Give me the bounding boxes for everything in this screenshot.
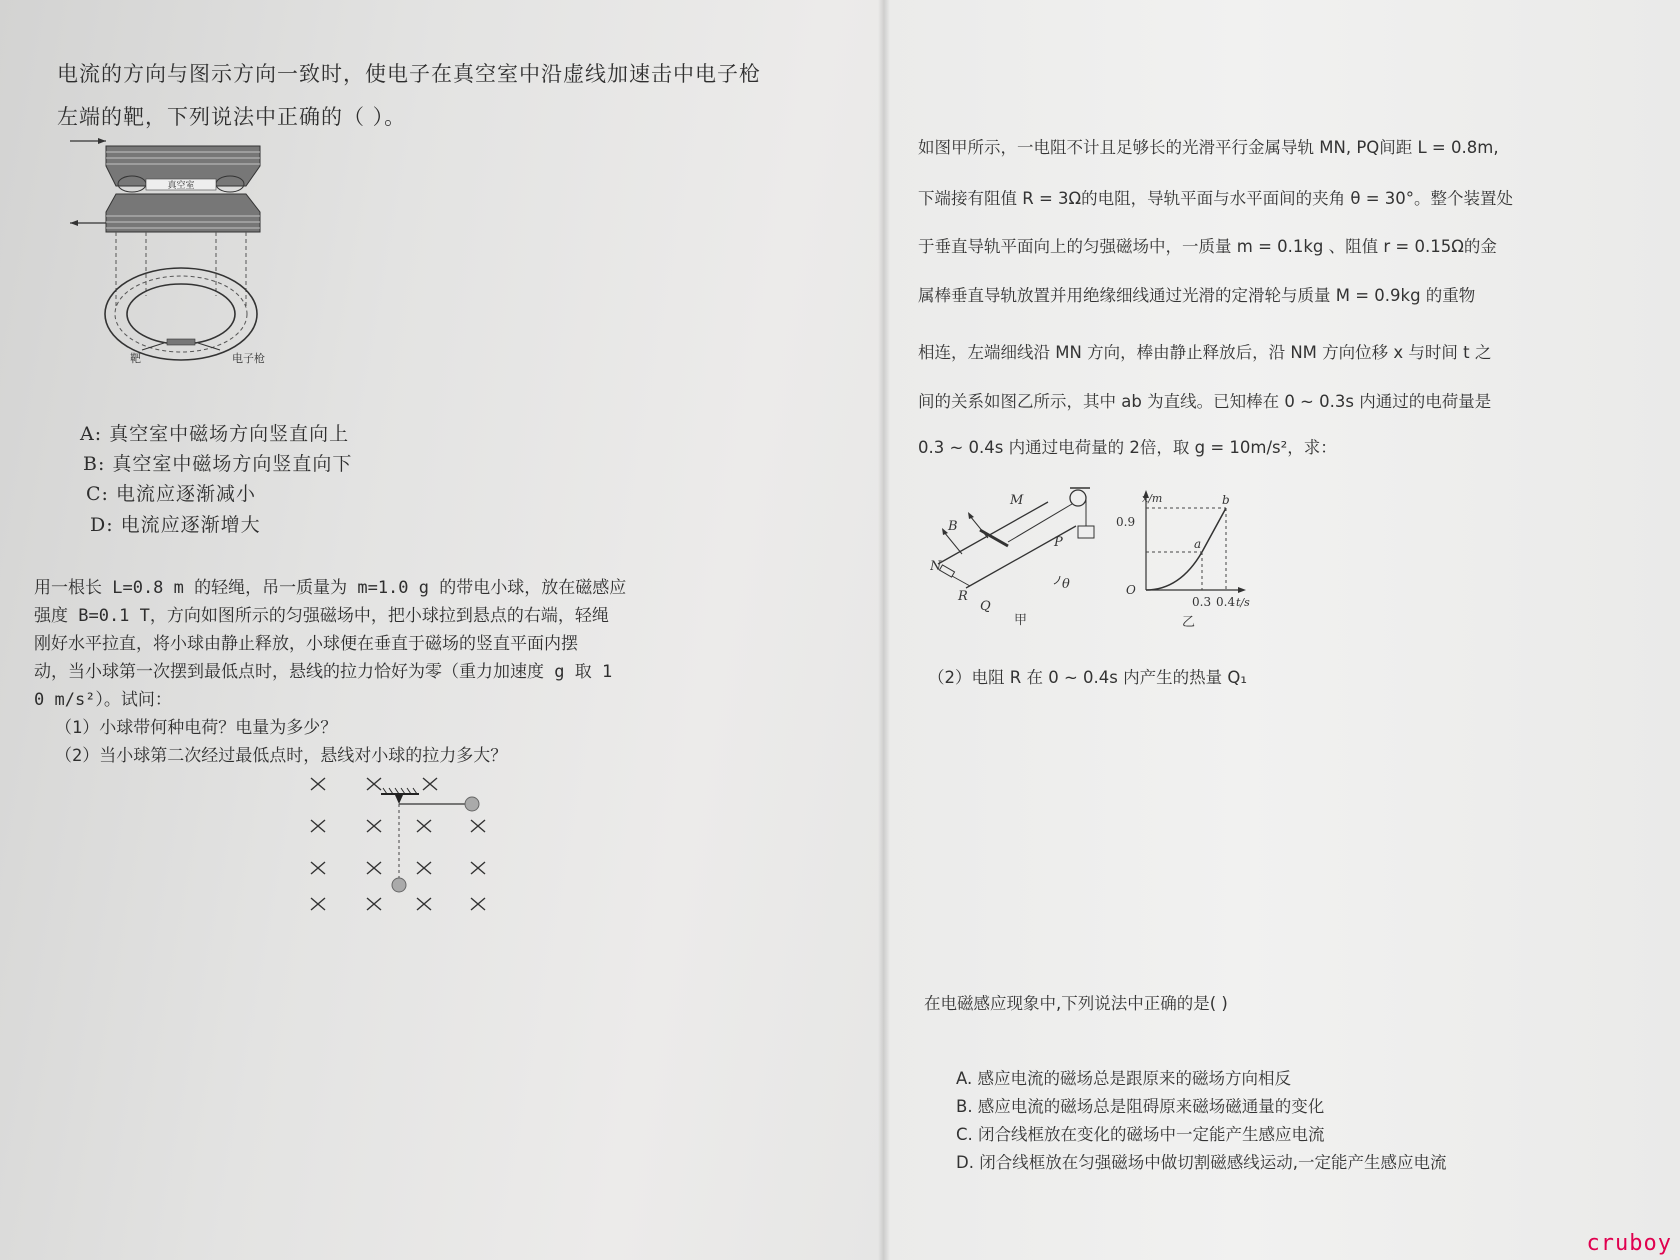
yi-point-b: b bbox=[1222, 493, 1230, 507]
label-R: R bbox=[958, 589, 968, 604]
q2-sub2: （2）当小球第二次经过最低点时，悬线对小球的拉力多大？ bbox=[55, 746, 508, 766]
q1-option-d: D: 电流应逐渐增大 bbox=[90, 514, 261, 536]
q1-option-a: A: 真空室中磁场方向竖直向上 bbox=[80, 423, 350, 445]
q3-line6: 间的关系如图乙所示，其中 ab 为直线。已知棒在 0 ∼ 0.3s 内通过的电荷量是 bbox=[918, 392, 1492, 411]
q2-line4: 动，当小球第一次摆到最低点时，悬线的拉力恰好为零（重力加速度 g 取 1 bbox=[34, 662, 613, 682]
q3-line1: 如图甲所示，一电阻不计且足够长的光滑平行金属导轨 MN, PQ间距 L = 0.8m, bbox=[918, 138, 1499, 157]
yi-origin: O bbox=[1126, 583, 1136, 597]
yi-ylabel: x/m bbox=[1142, 492, 1163, 505]
q4-option-c: C. 闭合线框放在变化的磁场中一定能产生感应电流 bbox=[956, 1125, 1325, 1144]
yi-point-a: a bbox=[1194, 537, 1202, 551]
q3-line2: 下端接有阻值 R = 3Ω的电阻，导轨平面与水平面间的夹角 θ = 30°。整个装置处 bbox=[918, 189, 1514, 208]
yi-x03: 0.3 bbox=[1192, 595, 1212, 609]
q1-option-c: C: 电流应逐渐减小 bbox=[86, 483, 256, 505]
electron-gun-figure bbox=[70, 136, 310, 390]
pendulum-magnetic-field-figure bbox=[305, 768, 505, 914]
q2-line3: 刚好水平拉直，将小球由静止释放，小球便在垂直于磁场的竖直平面内摆 bbox=[34, 634, 578, 654]
label-B: B bbox=[948, 519, 958, 534]
q3-line5: 相连，左端细线沿 MN 方向，棒由静止释放后，沿 NM 方向位移 x 与时间 t 之 bbox=[918, 343, 1492, 362]
caption-yi: 乙 bbox=[1182, 615, 1196, 630]
label-theta: θ bbox=[1062, 577, 1070, 592]
yi-xlabel: t/s bbox=[1236, 596, 1250, 609]
label-P: P bbox=[1054, 535, 1063, 550]
gun-label: 电子枪 bbox=[232, 352, 265, 365]
q4-stem: 在电磁感应现象中,下列说法中正确的是( ) bbox=[924, 994, 1228, 1013]
q2-line1: 用一根长 L=0.8 m 的轻绳，吊一质量为 m=1.0 g 的带电小球，放在磁感应 bbox=[34, 578, 627, 598]
yi-x04: 0.4 bbox=[1216, 595, 1236, 609]
yi-y09: 0.9 bbox=[1116, 515, 1136, 529]
label-Q: Q bbox=[980, 599, 991, 614]
q4-option-b: B. 感应电流的磁场总是阻碍原来磁场磁通量的变化 bbox=[956, 1097, 1325, 1116]
caption-jia: 甲 bbox=[1014, 613, 1028, 628]
q1-option-b: B: 真空室中磁场方向竖直向下 bbox=[83, 453, 353, 475]
q3-sub2: （2）电阻 R 在 0 ∼ 0.4s 内产生的热量 Q₁ bbox=[928, 668, 1247, 687]
target-label: 靶 bbox=[130, 352, 141, 365]
rail-pulley-figure bbox=[930, 484, 1110, 628]
q2-line5: 0 m/s²）。试问： bbox=[34, 690, 172, 710]
q2-line2: 强度 B=0.1 T，方向如图所示的匀强磁场中，把小球拉到悬点的右端，轻绳 bbox=[34, 606, 609, 626]
page-fold bbox=[878, 0, 890, 1260]
chamber-label: 真空室 bbox=[167, 181, 195, 191]
q4-option-d: D. 闭合线框放在匀强磁场中做切割磁感线运动,一定能产生感应电流 bbox=[956, 1153, 1447, 1172]
q3-line4: 属棒垂直导轨放置并用绝缘细线通过光滑的定滑轮与质量 M = 0.9kg 的重物 bbox=[918, 286, 1476, 305]
q1-stem-line1: 电流的方向与图示方向一致时，使电子在真空室中沿虚线加速击中电子枪 bbox=[57, 62, 761, 86]
q1-stem-line2: 左端的靶，下列说法中正确的（ ）。 bbox=[57, 105, 407, 129]
q3-line7: 0.3 ∼ 0.4s 内通过电荷量的 2倍，取 g = 10m/s²，求： bbox=[918, 438, 1337, 457]
q2-sub1: （1）小球带何种电荷？电量为多少？ bbox=[55, 718, 338, 738]
q4-option-a: A. 感应电流的磁场总是跟原来的磁场方向相反 bbox=[956, 1069, 1291, 1088]
displacement-time-graph bbox=[1110, 486, 1260, 630]
watermark: cruboy bbox=[1586, 1231, 1672, 1256]
q3-line3: 于垂直导轨平面向上的匀强磁场中，一质量 m = 0.1kg 、阻值 r = 0.15Ω的金 bbox=[918, 237, 1497, 256]
label-M: M bbox=[1010, 493, 1024, 508]
label-N: N bbox=[930, 559, 942, 574]
